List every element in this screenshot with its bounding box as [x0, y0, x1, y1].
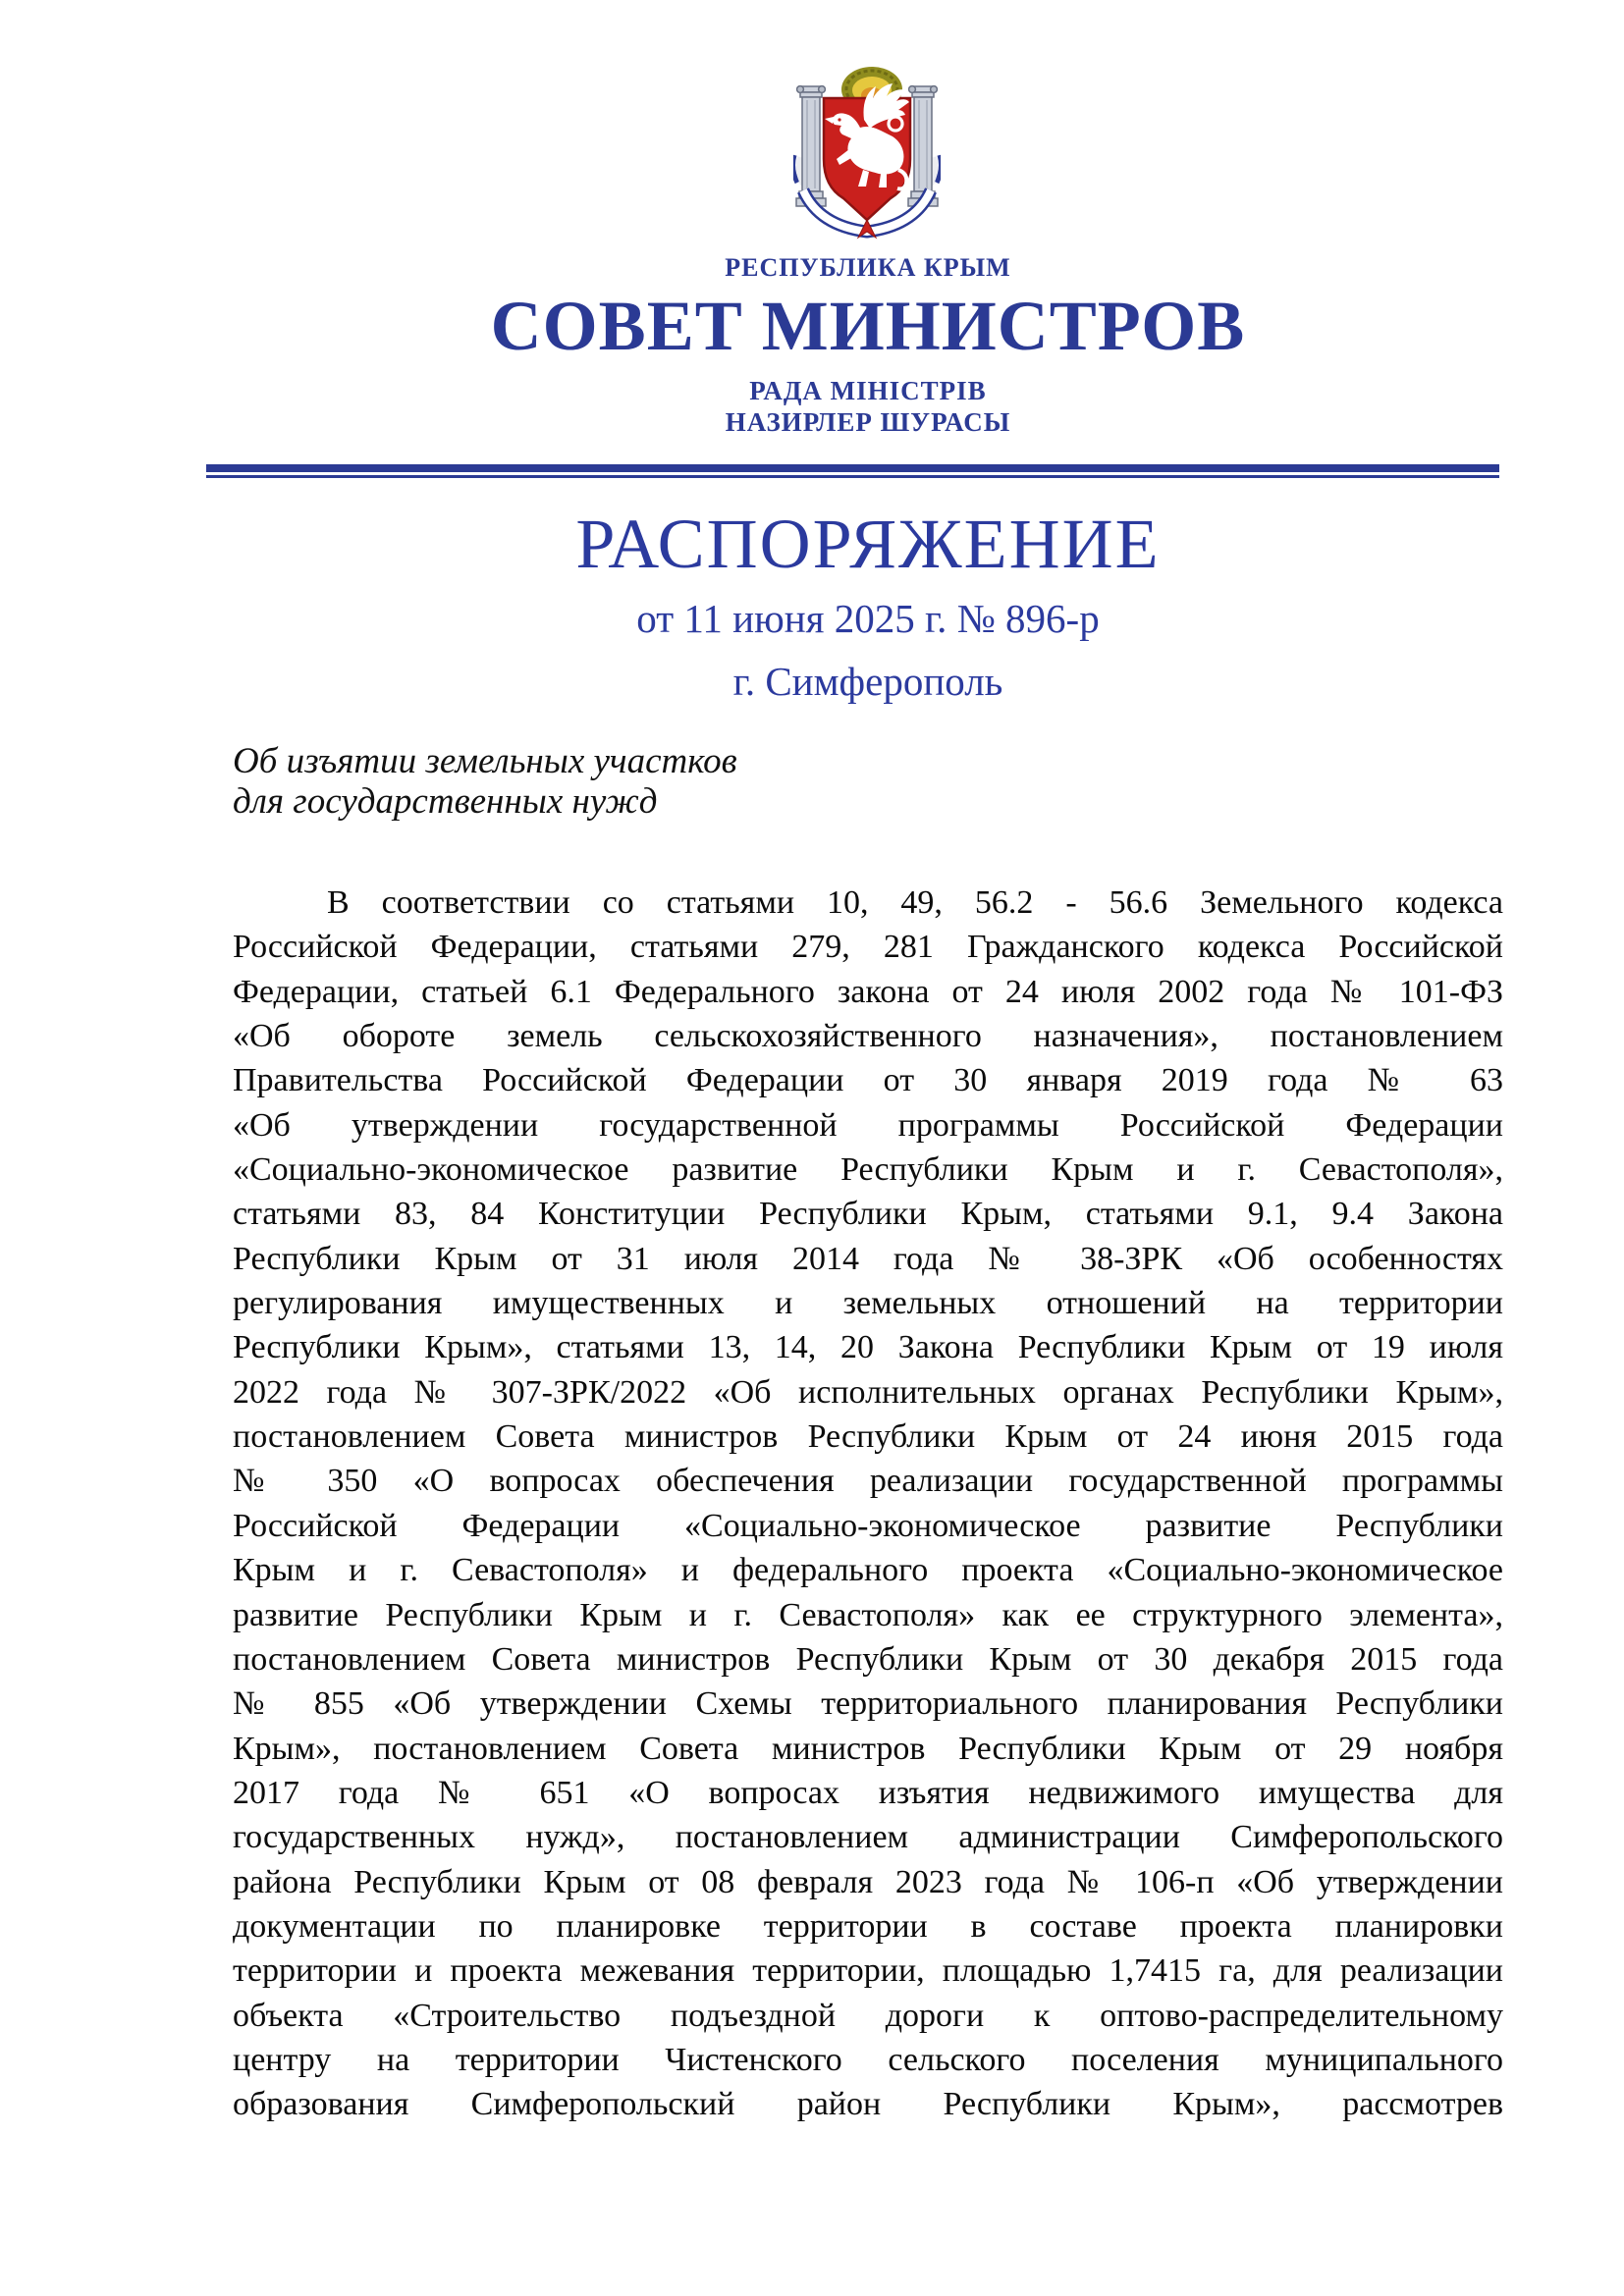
- body-text-line: объекта «Строительство подъездной дороги к оптово-распределительному: [233, 1997, 1503, 2034]
- subject-line: для государственных нужд: [233, 781, 658, 822]
- header-rada-ministriv: РАДА МІНІСТРІВ: [749, 376, 987, 405]
- body-text-line: центру на территории Чистенского сельского поселения муниципального: [233, 2041, 1503, 2078]
- body-text-line: «Об обороте земель сельскохозяйственного назначения», постановлением: [233, 1018, 1503, 1055]
- body-text-line: В соответствии со статьями 10, 49, 56.2 - 56.6 Земельного кодекса: [327, 884, 1503, 921]
- body-text-line: Крым», постановлением Совета министров Республики Крым от 29 ноября: [233, 1730, 1503, 1767]
- body-text-line: Республики Крым», статьями 13, 14, 20 Закона Республики Крым от 19 июля: [233, 1329, 1503, 1366]
- body-text-line: «Социально-экономическое развитие Республики Крым и г. Севастополя»,: [233, 1151, 1503, 1189]
- body-text-line: № 350 «О вопросах обеспечения реализации государственной программы: [233, 1463, 1503, 1500]
- document-date-number: от 11 июня 2025 г. № 896-р: [636, 596, 1100, 641]
- body-text-line: Крым и г. Севастополя» и федерального проекта «Социально-экономическое: [233, 1552, 1503, 1589]
- body-text-line: Российской Федерации, статьями 279, 281 Гражданского кодекса Российской: [233, 929, 1503, 966]
- body-text-line: «Об утверждении государственной программы Российской Федерации: [233, 1106, 1503, 1144]
- document-body: [233, 881, 1503, 2127]
- body-text-line: постановлением Совета министров Республики Крым от 30 декабря 2015 года: [233, 1640, 1503, 1678]
- body-text-line: развитие Республики Крым и г. Севастополя» как ее структурного элемента»,: [233, 1596, 1503, 1633]
- body-text-line: образования Симферопольский район Республики Крым», рассмотрев: [233, 2086, 1503, 2123]
- body-text-line: района Республики Крым от 08 февраля 2023 года № 106-п «Об утверждении: [233, 1863, 1503, 1900]
- body-text-line: 2022 года № 307-ЗРК/2022 «Об исполнительных органах Республики Крым»,: [233, 1373, 1503, 1411]
- header-rule-thick: [206, 464, 1499, 472]
- header-rule-thin: [206, 475, 1499, 478]
- body-text-line: Федерации, статьей 6.1 Федерального закона от 24 июля 2002 года № 101-ФЗ: [233, 973, 1503, 1010]
- column-left: [796, 86, 826, 206]
- crimea-coat-of-arms-emblem: [793, 63, 941, 243]
- body-text-line: Правительства Российской Федерации от 30 января 2019 года № 63: [233, 1062, 1503, 1099]
- body-text-line: № 855 «Об утверждении Схемы территориального планирования Республики: [233, 1685, 1503, 1723]
- header-nazirler-shurasy: НАЗИРЛЕР ШУРАСЫ: [725, 407, 1011, 437]
- subject-line: Об изъятии земельных участков: [233, 741, 737, 781]
- document-subject: [233, 741, 1018, 822]
- document-kind-title: РАСПОРЯЖЕНИЕ: [575, 505, 1161, 583]
- body-text-line: статьями 83, 84 Конституции Республики Крым, статьями 9.1, 9.4 Закона: [233, 1196, 1503, 1233]
- body-text-line: территории и проекта межевания территории, площадью 1,7415 га, для реализации: [233, 1952, 1503, 1990]
- header-council-of-ministers: СОВЕТ МИНИСТРОВ: [490, 287, 1246, 365]
- column-right: [908, 86, 938, 206]
- body-text-line: Российской Федерации «Социально-экономическое развитие Республики: [233, 1507, 1503, 1544]
- body-text-line: государственных нужд», постановлением администрации Симферопольского: [233, 1819, 1503, 1856]
- document-place: г. Симферополь: [732, 659, 1003, 704]
- body-text-line: Республики Крым от 31 июля 2014 года № 38-ЗРК «Об особенностях: [233, 1240, 1503, 1277]
- body-text-line: регулирования имущественных и земельных отношений на территории: [233, 1285, 1503, 1322]
- body-text-line: 2017 года № 651 «О вопросах изъятия недвижимого имущества для: [233, 1774, 1503, 1811]
- header-republic: РЕСПУБЛИКА КРЫМ: [725, 253, 1011, 282]
- body-text-line: постановлением Совета министров Республики Крым от 24 июня 2015 года: [233, 1418, 1503, 1456]
- body-text-line: документации по планировке территории в составе проекта планировки: [233, 1907, 1503, 1945]
